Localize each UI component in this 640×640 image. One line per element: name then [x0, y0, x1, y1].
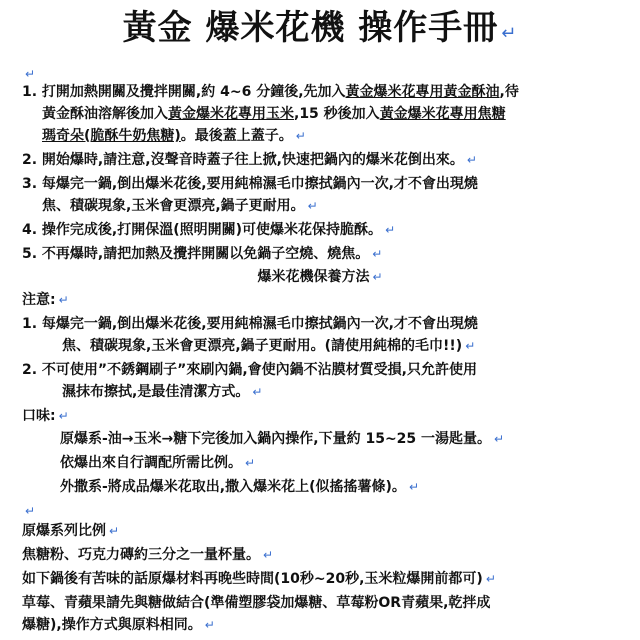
operation-step-1-line-2: 黃金酥油溶解後加入黃金爆米花專用玉米,15 秒後加入黃金爆米花專用焦糖 [42, 106, 506, 122]
ratio-label: 原爆系列比例 ↵ [22, 523, 120, 539]
maintenance-title: 爆米花機保養方法 ↵ [257, 269, 383, 285]
flavor-line-2: 依爆出來自行調配所需比例。 ↵ [60, 455, 256, 471]
maintenance-item-1-line-2: 焦、積碳現象,玉米會更漂亮,鍋子更耐用。(請使用純棉的毛巾!!) ↵ [62, 338, 476, 354]
flavor-line-3: 外撒系-將成品爆米花取出,撒入爆米花上(似搖搖薯條)。 ↵ [60, 479, 419, 495]
ratio-line-4: 爆糖),操作方式與原料相同。 ↵ [22, 617, 215, 633]
maintenance-item-1-line-1: 1. 每爆完一鍋,倒出爆米花後,要用純棉濕毛巾擦拭鍋內一次,才不會出現燒 [22, 316, 478, 332]
ratio-line-2: 如下鍋後有苦味的話原爆材料再晚些時間(10秒~20秒,玉米粒爆開前都可) ↵ [22, 571, 496, 587]
blank-line: ↵ [25, 504, 36, 518]
operation-step-4: 4. 操作完成後,打開保溫(照明開關)可使爆米花保持脆酥。 ↵ [22, 222, 396, 238]
flavor-line-1: 原爆系-油→玉米→糖下完後加入鍋內操作,下量約 15~25 一湯匙量。 ↵ [60, 431, 505, 447]
operation-step-3-line-1: 3. 每爆完一鍋,倒出爆米花後,要用純棉濕毛巾擦拭鍋內一次,才不會出現燒 [22, 176, 478, 192]
operation-step-1-line-1: 1. 打開加熱開關及攪拌開關,約 4~6 分鐘後,先加入黃金爆米花專用黃金酥油,待 [22, 84, 519, 100]
maintenance-item-2-line-1: 2. 不可使用”不銹鋼刷子”來刷內鍋,會使內鍋不沾膜材質受損,只允許使用 [22, 362, 477, 378]
ratio-line-3: 草莓、青蘋果請先與糖做結合(準備塑膠袋加爆糖、草莓粉OR青蘋果,乾拌成 [22, 595, 491, 611]
maintenance-item-2-line-2: 濕抹布擦拭,是最佳清潔方式。 ↵ [62, 384, 263, 400]
document-title: 黃金 爆米花機 操作手冊 ↵ [122, 8, 518, 48]
paragraph-mark-icon: ↵ [501, 23, 518, 44]
notice-label: 注意: ↵ [22, 292, 69, 308]
operation-step-2: 2. 開始爆時,請注意,沒聲音時蓋子往上掀,快速把鍋內的爆米花倒出來。 ↵ [22, 152, 477, 168]
operation-step-5: 5. 不再爆時,請把加熱及攪拌開關以免鍋子空燒、燒焦。 ↵ [22, 246, 383, 262]
operation-step-1-line-3: 瑪奇朵(脆酥牛奶焦糖)。最後蓋上蓋子。 ↵ [42, 128, 306, 144]
operation-step-3-line-2: 焦、積碳現象,玉米會更漂亮,鍋子更耐用。 ↵ [42, 198, 318, 214]
ratio-line-1: 焦糖粉、巧克力磚約三分之一量杯量。 ↵ [22, 547, 274, 563]
flavor-label: 口味: ↵ [22, 408, 69, 424]
paragraph-mark-icon: ↵ [25, 67, 36, 81]
